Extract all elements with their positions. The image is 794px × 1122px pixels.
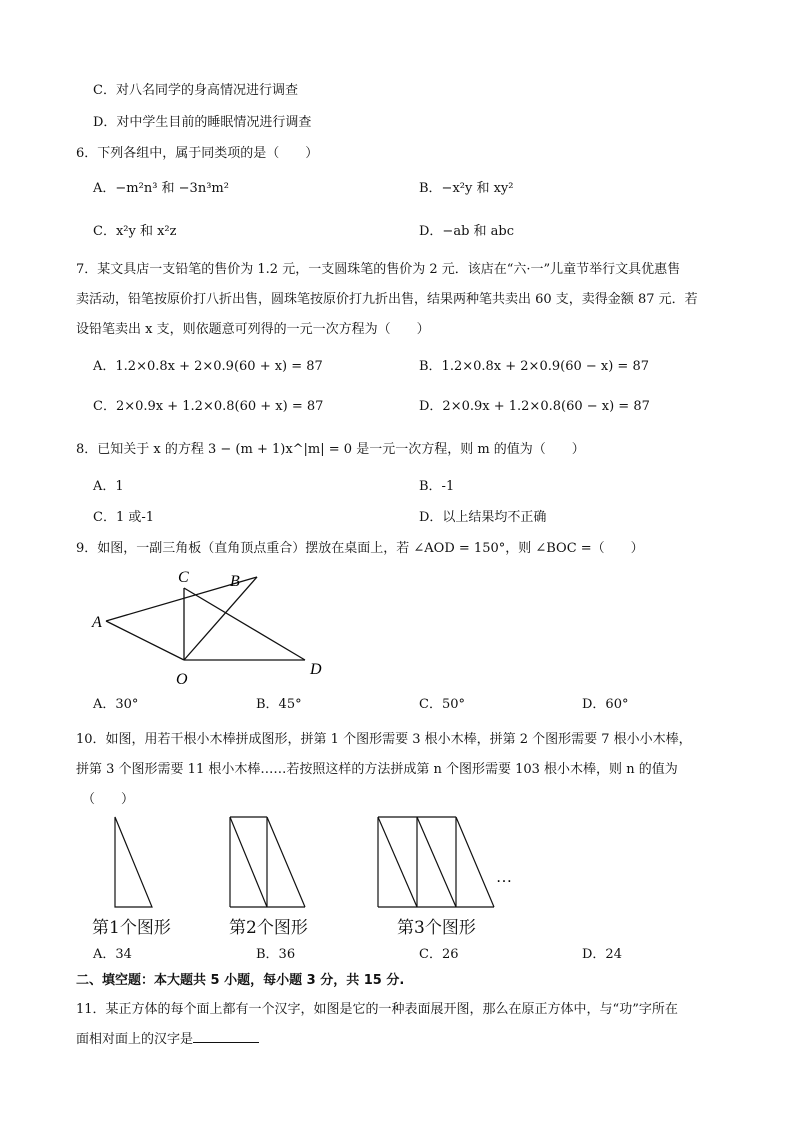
q10-line-3: （ ）	[82, 792, 135, 807]
label-d: D	[310, 661, 322, 678]
section-2-heading: 二、填空题：本大题共 5 小题，每小题 3 分，共 15 分.	[76, 973, 405, 988]
q7-option-c: C．2×0.9x + 1.2×0.8(60 + x) = 87	[93, 399, 324, 414]
q10-option-c: C．26	[419, 947, 459, 962]
q11-line-2-text: 面相对面上的汉字是	[76, 1032, 194, 1047]
q9-option-a: A．30°	[93, 697, 139, 712]
q8-option-b: B．-1	[419, 479, 455, 494]
segment-cd	[184, 588, 305, 660]
label-b: B	[230, 573, 240, 590]
figure-3-caption: 第3个图形	[397, 918, 476, 938]
q10-option-d: D．24	[582, 947, 622, 962]
q8-option-d: D．以上结果均不正确	[419, 510, 547, 525]
q8-option-c: C．1 或-1	[93, 510, 155, 525]
continuation-ellipsis: …	[496, 869, 512, 886]
q7-option-d: D．2×0.9x + 1.2×0.8(60 − x) = 87	[419, 399, 650, 414]
q10-line-2: 拼第 3 个图形需要 11 根小木棒……若按照这样的方法拼成第 n 个图形需要 103 根小木棒，则 n 的值为	[76, 762, 678, 777]
q7-option-a: A．1.2×0.8x + 2×0.9(60 + x) = 87	[93, 359, 323, 374]
q7-option-b: B．1.2×0.8x + 2×0.9(60 − x) = 87	[419, 359, 649, 374]
label-a: A	[92, 614, 102, 631]
segment-ao	[106, 621, 184, 660]
label-c: C	[178, 569, 189, 586]
q7-line-1: 7．某文具店一支铅笔的售价为 1.2 元，一支圆珠笔的售价为 2 元．该店在“六·一”儿童节举行文具优惠售	[76, 262, 681, 277]
q9-option-d: D．60°	[582, 697, 629, 712]
q6-option-d: D．−ab 和 abc	[419, 224, 515, 239]
q8-stem: 8．已知关于 x 的方程 3 − (m + 1)x^|m| = 0 是一元一次方程，则 m 的值为（ ）	[76, 442, 585, 457]
q10-stick-figures	[100, 812, 530, 912]
figure-1-caption: 第1个图形	[92, 918, 171, 938]
q10-line-1: 10．如图，用若干根小木棒拼成图形，拼第 1 个图形需要 3 根小木棒，拼第 2 个图形需要 7 根小小木棒，	[76, 732, 692, 747]
figure-2-shape	[230, 817, 305, 907]
q8-option-a: A．1	[93, 479, 124, 494]
answer-blank[interactable]	[193, 1030, 259, 1043]
q7-line-2: 卖活动，铅笔按原价打八折出售，圆珠笔按原价打九折出售，结果两种笔共卖出 60 支，卖得金额 87 元．若	[76, 292, 698, 307]
q5-option-d: D．对中学生目前的睡眠情况进行调查	[93, 115, 312, 130]
q5-option-c: C．对八名同学的身高情况进行调查	[93, 83, 298, 98]
q11-line-1: 11．某正方体的每个面上都有一个汉字，如图是它的一种表面展开图，那么在原正方体中，与“功”字所在	[76, 1002, 678, 1017]
q7-line-3: 设铅笔卖出 x 支，则依题意可列得的一元一次方程为（ ）	[76, 322, 430, 337]
q10-option-b: B．36	[256, 947, 296, 962]
q11-line-2	[76, 1030, 259, 1049]
q6-option-c: C．x²y 和 x²z	[93, 224, 177, 239]
segment-ob	[184, 577, 257, 660]
figure-3-shape	[378, 817, 494, 907]
q9-triangles-figure	[80, 560, 340, 690]
q9-option-c: C．50°	[419, 697, 465, 712]
label-o: O	[176, 671, 188, 688]
q6-stem: 6．下列各组中，属于同类项的是（ ）	[76, 146, 319, 161]
figure-2-caption: 第2个图形	[229, 918, 308, 938]
q6-option-b: B．−x²y 和 xy²	[419, 181, 514, 196]
q6-option-a: A．−m²n³ 和 −3n³m²	[93, 181, 229, 196]
q9-option-b: B．45°	[256, 697, 302, 712]
q9-stem: 9．如图，一副三角板（直角顶点重合）摆放在桌面上，若 ∠AOD = 150°，则 ∠BOC =（ ）	[76, 541, 644, 556]
figure-1-triangle	[115, 817, 152, 907]
q10-option-a: A．34	[93, 947, 132, 962]
